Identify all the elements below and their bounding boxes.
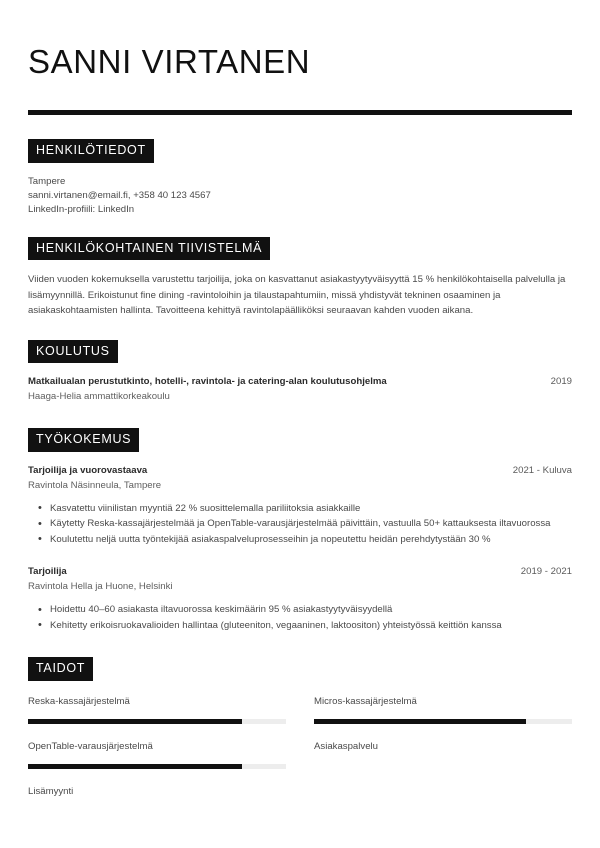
education-entry-head [28, 375, 572, 389]
list-item: • Kasvatettu viinilistan myyntiä 22 % suosittelemalla pariliitoksia asiakkaille [50, 502, 572, 517]
skill-level-bar [314, 719, 572, 724]
list-item: • Kehitetty erikoisruokavalioiden hallintaa (gluteeniton, vegaaninen, laktoositon) yhteistyössä keittiön kanssa [50, 619, 572, 634]
list-item: • Hoidettu 40–60 asiakasta iltavuorossa keskimäärin 95 % asiakastyytyväisyydellä [50, 603, 572, 618]
experience-entry-head [28, 464, 572, 478]
page-title: SANNI VIRTANEN [28, 43, 311, 80]
skill-level-fill [28, 764, 242, 769]
experience-employer: Ravintola Näsinneula, Tampere [28, 479, 162, 491]
skill-level-fill [28, 719, 242, 724]
summary-text: Viiden vuoden kokemuksella varustettu tarjoilija, joka on kasvattanut asiakastyytyväisyyttä 15 % henkilökohtaisella palvelulla ja lisämyynnillä. Erikoistunut fine dining -ravintoloihin ja tilaustapahtumiin, missä yhdistyvät tekninen osaaminen ja asiakaskohtaamisten hallinta. Tavoitteena kehittyä ravintolapäälliköksi seuraavan kahden vuoden aikana. [28, 274, 566, 316]
education-institution: Haaga-Helia ammattikorkeakoulu [28, 391, 170, 403]
skill-item [28, 785, 286, 830]
skill-level-fill [314, 719, 526, 724]
section-education [28, 340, 572, 405]
section-summary [28, 237, 572, 318]
contact-location: Tampere [28, 175, 66, 187]
section-heading-education: KOULUTUS [28, 340, 118, 364]
experience-entry-head [28, 565, 572, 579]
skill-level-bar [28, 719, 286, 724]
skill-label: Asiakaspalvelu [314, 740, 378, 752]
education-date: 2019 [550, 376, 572, 388]
section-personal-details [28, 139, 572, 217]
contact-linkedin[interactable]: LinkedIn-profiili: LinkedIn [28, 203, 135, 215]
education-entry [28, 375, 572, 404]
section-heading-summary: HENKILÖKOHTAINEN TIIVISTELMÄ [28, 237, 270, 261]
section-heading-personal-details: HENKILÖTIEDOT [28, 139, 154, 163]
experience-date: 2021 - Kuluva [512, 464, 572, 476]
section-experience [28, 428, 572, 633]
skill-label: OpenTable-varausjärjestelmä [28, 740, 153, 752]
skill-label: Micros-kassajärjestelmä [314, 695, 417, 707]
skill-level-bar [28, 809, 286, 814]
skill-label: Reska-kassajärjestelmä [28, 695, 130, 707]
experience-entry [28, 565, 572, 633]
contact-email-phone: sanni.virtanen@email.fi, +358 40 123 4567 [28, 189, 211, 201]
header-divider [28, 110, 572, 115]
skill-item [314, 740, 572, 785]
education-degree: Matkailualan perustutkinto, hotelli-, ravintola- ja catering-alan koulutusohjelma [28, 376, 387, 388]
experience-job-title: Tarjoilija ja vuorovastaava [28, 464, 148, 476]
experience-entry [28, 464, 572, 548]
skill-item [28, 740, 286, 785]
skill-item [314, 695, 572, 740]
list-item: • Käytetty Reska-kassajärjestelmää ja OpenTable-varausjärjestelmää päivittäin, vastuulla 50+ kattauksesta iltavuorossa [50, 517, 572, 532]
experience-job-title: Tarjoilija [28, 566, 67, 578]
list-item: • Koulutettu neljä uutta työntekijää asiakaspalveluprosesseihin ja nopeutettu heidän perehdytystään 30 % [50, 533, 572, 548]
experience-date: 2019 - 2021 [520, 566, 572, 578]
section-heading-skills: TAIDOT [28, 657, 93, 681]
experience-bullet-list [28, 603, 572, 633]
skills-grid [28, 695, 572, 830]
skill-item [28, 695, 286, 740]
skill-level-bar [314, 764, 572, 769]
skill-level-bar [28, 764, 286, 769]
experience-bullet-list [28, 502, 572, 548]
section-heading-experience: TYÖKOKEMUS [28, 428, 139, 452]
contact-block [28, 175, 572, 217]
section-skills [28, 657, 572, 830]
experience-employer: Ravintola Hella ja Huone, Helsinki [28, 581, 173, 593]
skill-label: Lisämyynti [28, 785, 74, 797]
